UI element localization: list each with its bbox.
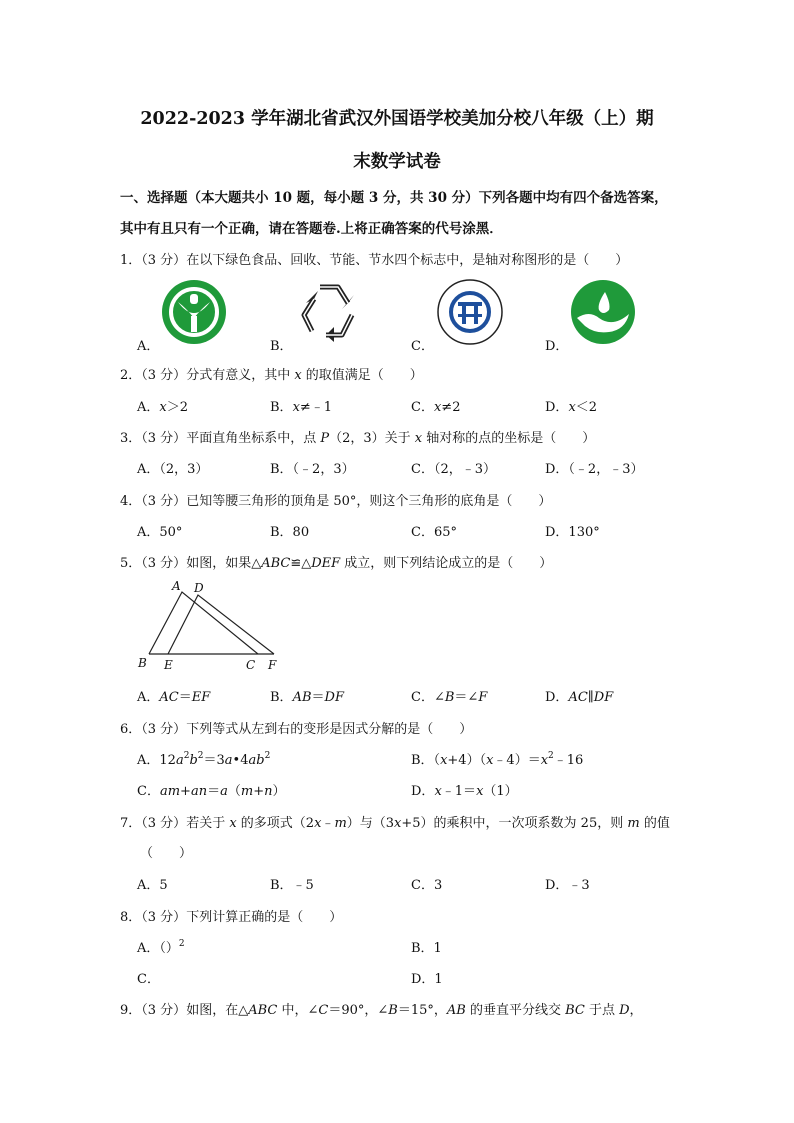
q9-angle-b: B <box>388 1003 398 1018</box>
q5-c-rel: ＝∠ <box>454 690 479 705</box>
q6-a-var-a: a <box>175 753 184 768</box>
q2-option-c[interactable] <box>411 396 460 415</box>
energy-saving-logo-icon <box>436 278 504 346</box>
q4-option-b[interactable]: B．80 <box>270 525 310 540</box>
q5-a-seg1: AC <box>159 690 179 705</box>
q6-c-a: a <box>220 784 228 799</box>
q7-option-a[interactable]: A．5 <box>137 878 168 893</box>
q2-number: 2． <box>120 368 142 383</box>
q6-c-an: an <box>190 784 208 799</box>
q2-b-rest: ≠﹣1 <box>299 400 333 415</box>
question-5 <box>120 552 552 571</box>
q7-text-6: 的值 <box>639 816 670 831</box>
q5-d-rel: ∥ <box>587 690 594 705</box>
q6-c-am: am <box>159 784 181 799</box>
q2-option-b[interactable] <box>270 396 332 415</box>
q6-a-exp1: 2 <box>183 751 190 761</box>
q5-d-label: D． <box>545 690 569 705</box>
q6-a-exp2: 2 <box>197 751 204 761</box>
q3-text-2: （2，3）关于 <box>329 431 415 446</box>
q7-var-m2: m <box>627 816 640 831</box>
q6-c-label: C． <box>137 784 160 799</box>
q5-option-c[interactable] <box>411 686 487 705</box>
q2-score: （3 分） <box>141 368 187 383</box>
fig-label-b: B <box>138 656 147 670</box>
q9-text-5: 的垂直平分线交 <box>465 1003 566 1018</box>
q6-d-tail: （1） <box>483 784 518 799</box>
q8-a-text: A．（） <box>137 941 179 956</box>
q8-option-d[interactable]: D．1 <box>411 972 443 987</box>
q3-number: 3． <box>120 431 142 446</box>
q5-option-a[interactable] <box>137 686 210 705</box>
q2-c-var: x <box>433 400 442 415</box>
q4-number: 4． <box>120 494 142 509</box>
q1-score: （3 分） <box>141 253 187 268</box>
q6-b-exp: 2 <box>548 751 554 761</box>
water-saving-logo-icon <box>569 278 637 346</box>
q6-a-var-b: b <box>189 753 198 768</box>
q9-triangle: ABC <box>248 1003 278 1018</box>
green-food-logo-icon <box>160 278 228 346</box>
q7-option-d[interactable]: D．﹣3 <box>545 878 590 893</box>
q2-option-a[interactable] <box>137 396 188 415</box>
fig-label-e: E <box>164 658 173 672</box>
q1-number: 1． <box>120 253 142 268</box>
q8-number: 8． <box>120 910 142 925</box>
q7-number: 7． <box>120 816 142 831</box>
q9-seg-bc: BC <box>565 1003 585 1018</box>
q7-var-x2: x <box>314 816 322 831</box>
q5-text-3: 成立，则下列结论成立的是（ ） <box>340 556 553 571</box>
q3-score: （3 分） <box>141 431 187 446</box>
question-4 <box>120 490 551 509</box>
q6-b-mid2: ﹣4）＝ <box>493 753 541 768</box>
q6-c-m: m <box>240 784 254 799</box>
q9-point-d: D <box>619 1003 630 1018</box>
q6-number: 6． <box>120 722 142 737</box>
fig-label-a: A <box>172 579 181 593</box>
q5-c-label: C．∠ <box>411 690 445 705</box>
question-1 <box>120 249 628 268</box>
q6-option-b[interactable] <box>411 749 583 768</box>
q9-seg-ab: AB <box>446 1003 466 1018</box>
title-line-1: 2022-2023 学年湖北省武汉外国语学校美加分校八年级（上）期 <box>140 109 654 129</box>
q6-a-label: A．12 <box>137 753 176 768</box>
question-3 <box>120 427 595 446</box>
q9-text-2: 中，∠ <box>277 1003 319 1018</box>
q1-option-c[interactable]: C． <box>411 339 434 354</box>
q6-b-x2: x <box>486 753 494 768</box>
q4-option-a[interactable]: A．50° <box>137 525 183 540</box>
q6-b-x1: x <box>440 753 448 768</box>
q6-a-var-a2: a <box>224 753 233 768</box>
q6-score: （3 分） <box>141 722 187 737</box>
q2-a-label: A． <box>137 400 160 415</box>
q5-a-rel: ＝ <box>178 690 192 705</box>
q4-score: （3 分） <box>141 494 187 509</box>
q5-b-seg1: AB <box>292 690 312 705</box>
section-heading: 一、选择题（本大题共小 10 题，每小题 3 分，共 30 分）下列各题中均有四个备选答案， <box>120 190 668 206</box>
q5-c-angle1: B <box>444 690 455 705</box>
q6-c-eq: ＝ <box>207 784 221 799</box>
q7-var-m: m <box>334 816 347 831</box>
q2-b-var: x <box>292 400 300 415</box>
section-instruction: 其中有且只有一个正确，请在答题卷.上将正确答案的代号涂黑． <box>120 221 503 237</box>
q6-b-x3: x <box>540 753 549 768</box>
q2-text-1: 分式有意义，其中 <box>186 368 295 383</box>
question-6 <box>120 718 472 737</box>
q5-d-seg1: AC <box>568 690 588 705</box>
q7-text-4: ）与（3 <box>346 816 395 831</box>
q2-c-rest: ≠2 <box>441 400 461 415</box>
q5-triangle-def: DEF <box>311 556 341 571</box>
q5-b-label: B． <box>270 690 293 705</box>
q2-option-d[interactable] <box>545 396 597 415</box>
q5-d-seg2: DF <box>593 690 614 705</box>
q9-text-4: ＝15°， <box>397 1003 447 1018</box>
q6-d-x2: x <box>476 784 484 799</box>
q3-point: P <box>320 431 330 446</box>
q8-option-a[interactable] <box>137 937 185 956</box>
q5-triangle-figure <box>132 578 292 674</box>
q6-option-a[interactable] <box>137 749 270 768</box>
q2-a-rest: ＞2 <box>166 400 189 415</box>
q6-c-plus: + <box>180 784 191 799</box>
q4-option-d[interactable]: D．130° <box>545 525 600 540</box>
q2-c-label: C． <box>411 400 434 415</box>
q5-text-2: ≌△ <box>290 556 312 571</box>
q5-text-1: 如图，如果△ <box>186 556 262 571</box>
q5-number: 5． <box>120 556 142 571</box>
q6-option-d[interactable] <box>411 780 518 799</box>
q5-c-angle2: F <box>478 690 488 705</box>
q1-option-a[interactable]: A． <box>137 339 160 354</box>
q9-text-3: ＝90°，∠ <box>328 1003 389 1018</box>
q7-option-c[interactable]: C．3 <box>411 878 443 893</box>
q4-option-c[interactable]: C．65° <box>411 525 457 540</box>
q6-a-exp3: 2 <box>264 751 271 761</box>
q7-var-x3: x <box>394 816 402 831</box>
q3-option-b[interactable]: B．（﹣2，3） <box>270 462 355 477</box>
q6-c-paren: （ <box>227 784 241 799</box>
q8-text: 下列计算正确的是（ ） <box>186 910 343 925</box>
q6-b-label: B．（ <box>411 753 441 768</box>
q5-triangle-abc: ABC <box>261 556 291 571</box>
q7-option-b[interactable]: B．﹣5 <box>270 878 314 893</box>
q2-var: x <box>294 368 302 383</box>
q7-score: （3 分） <box>141 816 187 831</box>
q3-option-a[interactable]: A．（2，3） <box>137 462 209 477</box>
q9-angle-c: C <box>318 1003 329 1018</box>
q7-text-2: 的多项式（2 <box>236 816 315 831</box>
q2-text-2: 的取值满足（ ） <box>301 368 423 383</box>
q6-a-rest: ＝3 <box>203 753 225 768</box>
q9-text-7: ， <box>629 1003 643 1018</box>
question-9 <box>120 999 643 1018</box>
q2-a-var: x <box>159 400 167 415</box>
q3-option-d[interactable]: D．（﹣2，﹣3） <box>545 462 644 477</box>
q8-a-exp: 2 <box>178 939 185 949</box>
q3-option-c[interactable]: C．（2，﹣3） <box>411 462 496 477</box>
question-8 <box>120 906 342 925</box>
q8-option-c[interactable]: C． <box>137 972 160 987</box>
q3-var: x <box>414 431 423 446</box>
q6-b-tail: ﹣16 <box>553 753 584 768</box>
q3-text-3: 轴对称的点的坐标是（ ） <box>422 431 596 446</box>
q5-a-label: A． <box>137 690 160 705</box>
q7-text-5: +5）的乘积中，一次项系数为 25，则 <box>401 816 628 831</box>
q7-text-3: ﹣ <box>321 816 335 831</box>
q9-text-6: 于点 <box>584 1003 620 1018</box>
q8-option-b[interactable]: B．1 <box>411 941 442 956</box>
q2-d-var: x <box>568 400 576 415</box>
title-line-2: 末数学试卷 <box>353 152 441 172</box>
question-2 <box>120 364 423 383</box>
q6-c-n: n <box>264 784 273 799</box>
q8-score: （3 分） <box>141 910 187 925</box>
q9-number: 9． <box>120 1003 142 1018</box>
q1-text: 在以下绿色食品、回收、节能、节水四个标志中，是轴对称图形的是（ ） <box>186 253 629 268</box>
q6-d-mid: ﹣1＝ <box>441 784 477 799</box>
q6-b-mid1: +4）（ <box>447 753 487 768</box>
q2-b-label: B． <box>270 400 293 415</box>
q9-score: （3 分） <box>141 1003 187 1018</box>
q6-d-x: x <box>434 784 442 799</box>
q5-b-rel: ＝ <box>311 690 325 705</box>
q7-text-1: 若关于 <box>186 816 230 831</box>
q7-var-x: x <box>229 816 237 831</box>
q4-text: 已知等腰三角形的顶角是 50°，则这个三角形的底角是（ ） <box>186 494 552 509</box>
q2-d-label: D． <box>545 400 569 415</box>
fig-label-d: D <box>194 581 204 595</box>
q5-option-d[interactable] <box>545 686 613 705</box>
q1-option-b[interactable]: B． <box>270 339 293 354</box>
q9-text-1: 如图，在△ <box>186 1003 249 1018</box>
q7-continuation: （ ） <box>140 846 193 861</box>
q1-option-d[interactable]: D． <box>545 339 569 354</box>
q6-c-close: ） <box>272 784 286 799</box>
fig-label-f: F <box>268 658 277 672</box>
q6-c-plus2: + <box>253 784 265 799</box>
q6-a-dot: •4 <box>232 753 249 768</box>
q5-a-seg2: EF <box>191 690 211 705</box>
q3-text-1: 平面直角坐标系中，点 <box>186 431 321 446</box>
q5-b-seg2: DF <box>324 690 344 705</box>
q2-d-rest: ＜2 <box>575 400 598 415</box>
q6-a-var-ab: ab <box>248 753 265 768</box>
q6-d-label: D． <box>411 784 435 799</box>
recycle-logo-icon <box>296 279 362 345</box>
q6-text: 下列等式从左到右的变形是因式分解的是（ ） <box>186 722 473 737</box>
q5-score: （3 分） <box>141 556 187 571</box>
q6-option-c[interactable] <box>137 780 285 799</box>
q5-option-b[interactable] <box>270 686 344 705</box>
question-7 <box>120 812 670 831</box>
fig-label-c: C <box>246 658 256 672</box>
